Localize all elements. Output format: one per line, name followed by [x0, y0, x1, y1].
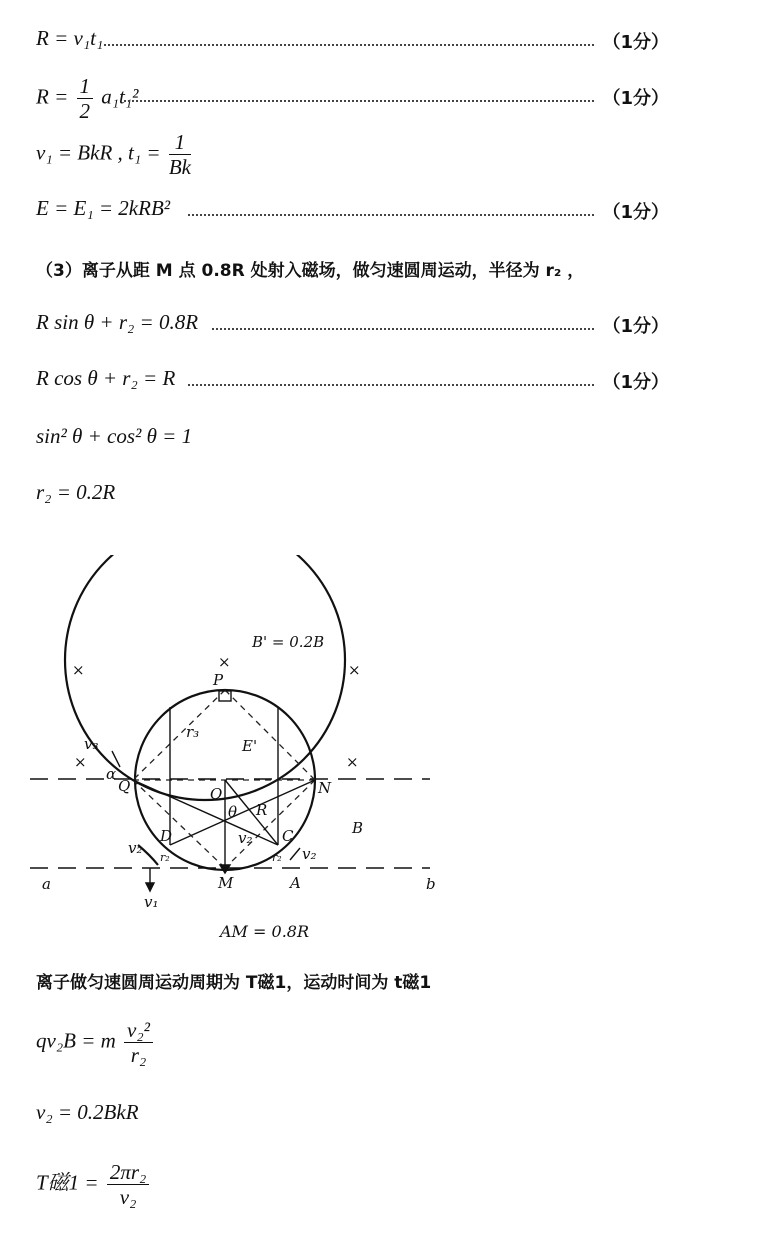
label-Q: Q	[118, 777, 131, 795]
label-r2-left: r₂	[160, 851, 170, 864]
fraction-numerator: v₂²	[124, 1018, 153, 1043]
figure-caption: AM = 0.8R	[220, 922, 310, 940]
equation-10-text: v₂ = 0.2BkR	[36, 1100, 139, 1124]
score-6: （1分）	[602, 372, 669, 393]
equation-11	[36, 1160, 152, 1209]
label-D: D	[160, 827, 173, 845]
equation-8-text: r₂ = 0.2R	[36, 480, 116, 504]
dot-leader-6	[188, 384, 594, 386]
label-v2-right: v₂	[302, 845, 317, 863]
equation-6	[36, 366, 175, 391]
equation-10	[36, 1100, 139, 1125]
fraction-numerator: 1	[169, 130, 191, 155]
label-A: A	[290, 874, 301, 892]
score-5: （1分）	[602, 316, 669, 337]
equation-2-rhs: a₁t₁²	[101, 84, 139, 109]
equation-7-text: sin² θ + cos² θ = 1	[36, 424, 193, 448]
equation-4	[36, 196, 170, 221]
equation-2	[36, 74, 138, 123]
figure-labels	[42, 633, 436, 940]
fraction-denominator: v₂	[119, 1185, 137, 1210]
label-r3: r₃	[186, 723, 200, 741]
equation-7	[36, 424, 192, 449]
v2-right-arrow	[290, 848, 300, 860]
magnetic-field-diagram	[20, 555, 450, 940]
label-theta: θ	[228, 803, 238, 821]
equation-3	[36, 130, 194, 179]
v1-arrowhead	[146, 883, 154, 891]
score-4: （1分）	[602, 202, 669, 223]
label-C: C	[282, 827, 294, 845]
dot-leader-2	[124, 100, 594, 102]
label-M: M	[218, 874, 234, 892]
label-a: a	[42, 875, 51, 893]
label-alpha: α	[106, 765, 117, 783]
fraction-denominator: r₂	[130, 1043, 147, 1068]
equation-4-text: E = E₁ = 2kRB²	[36, 196, 171, 220]
dot-leader-5	[212, 328, 594, 330]
equation-5-text: R sin θ + r₂ = 0.8R	[36, 310, 199, 334]
equation-11-lhs: T磁1 =	[36, 1170, 99, 1195]
equation-3-part2: t₁ =	[128, 140, 161, 165]
fraction-denominator: Bk	[168, 155, 191, 180]
dot-leader-1	[104, 44, 594, 46]
label-v2-mid: v₂	[238, 829, 253, 847]
large-circle	[65, 555, 345, 800]
figure-curves	[65, 555, 345, 870]
cross-2: ×	[72, 661, 85, 679]
label-O: O	[210, 785, 223, 803]
label-v1: v₁	[144, 893, 159, 911]
fraction-numerator: 1	[77, 74, 94, 99]
section-3-heading: （3）离子从距 M 点 0.8R 处射入磁场，做匀速圆周运动，半径为 r₂ ，	[36, 261, 585, 281]
fraction-numerator: 2πr₂	[107, 1160, 150, 1185]
equation-3-part1: v₁ = BkR ,	[36, 140, 123, 165]
right-angle-mark	[219, 691, 231, 701]
label-v2-left: v₂	[128, 839, 143, 857]
label-P: P	[213, 671, 224, 689]
equation-2-lhs: R =	[36, 84, 69, 109]
label-E: E'	[242, 737, 258, 755]
equation-11-fraction	[107, 1160, 150, 1209]
dot-leader-4	[188, 214, 594, 216]
label-r2-right: r₂	[272, 851, 282, 864]
label-B: B	[352, 819, 364, 837]
equation-1	[36, 26, 103, 51]
cross-5: ×	[346, 753, 359, 771]
label-R: R	[256, 801, 268, 819]
label-b: b	[426, 875, 436, 893]
label-Bprime: B' = 0.2B	[252, 633, 325, 651]
cross-4: ×	[74, 753, 87, 771]
equation-2-fraction	[77, 74, 94, 123]
equation-1-text: R = v₁t₁	[36, 26, 104, 50]
equation-9-lhs: qv₂B = m	[36, 1028, 116, 1053]
equation-3-fraction	[169, 130, 191, 179]
cross-1: ×	[218, 653, 231, 671]
equation-8	[36, 480, 115, 505]
score-2: （1分）	[602, 88, 669, 109]
label-N: N	[318, 779, 332, 797]
fraction-denominator: 2	[79, 99, 90, 124]
dashed-PN	[225, 690, 315, 780]
label-v3: v₃	[84, 735, 99, 753]
equation-9	[36, 1018, 156, 1067]
equation-6-text: R cos θ + r₂ = R	[36, 366, 176, 390]
cross-3: ×	[348, 661, 361, 679]
score-1: （1分）	[602, 32, 669, 53]
period-description: 离子做匀速圆周运动周期为 T磁1，运动时间为 t磁1	[36, 973, 432, 993]
equation-5	[36, 310, 198, 335]
equation-9-fraction	[124, 1018, 153, 1067]
